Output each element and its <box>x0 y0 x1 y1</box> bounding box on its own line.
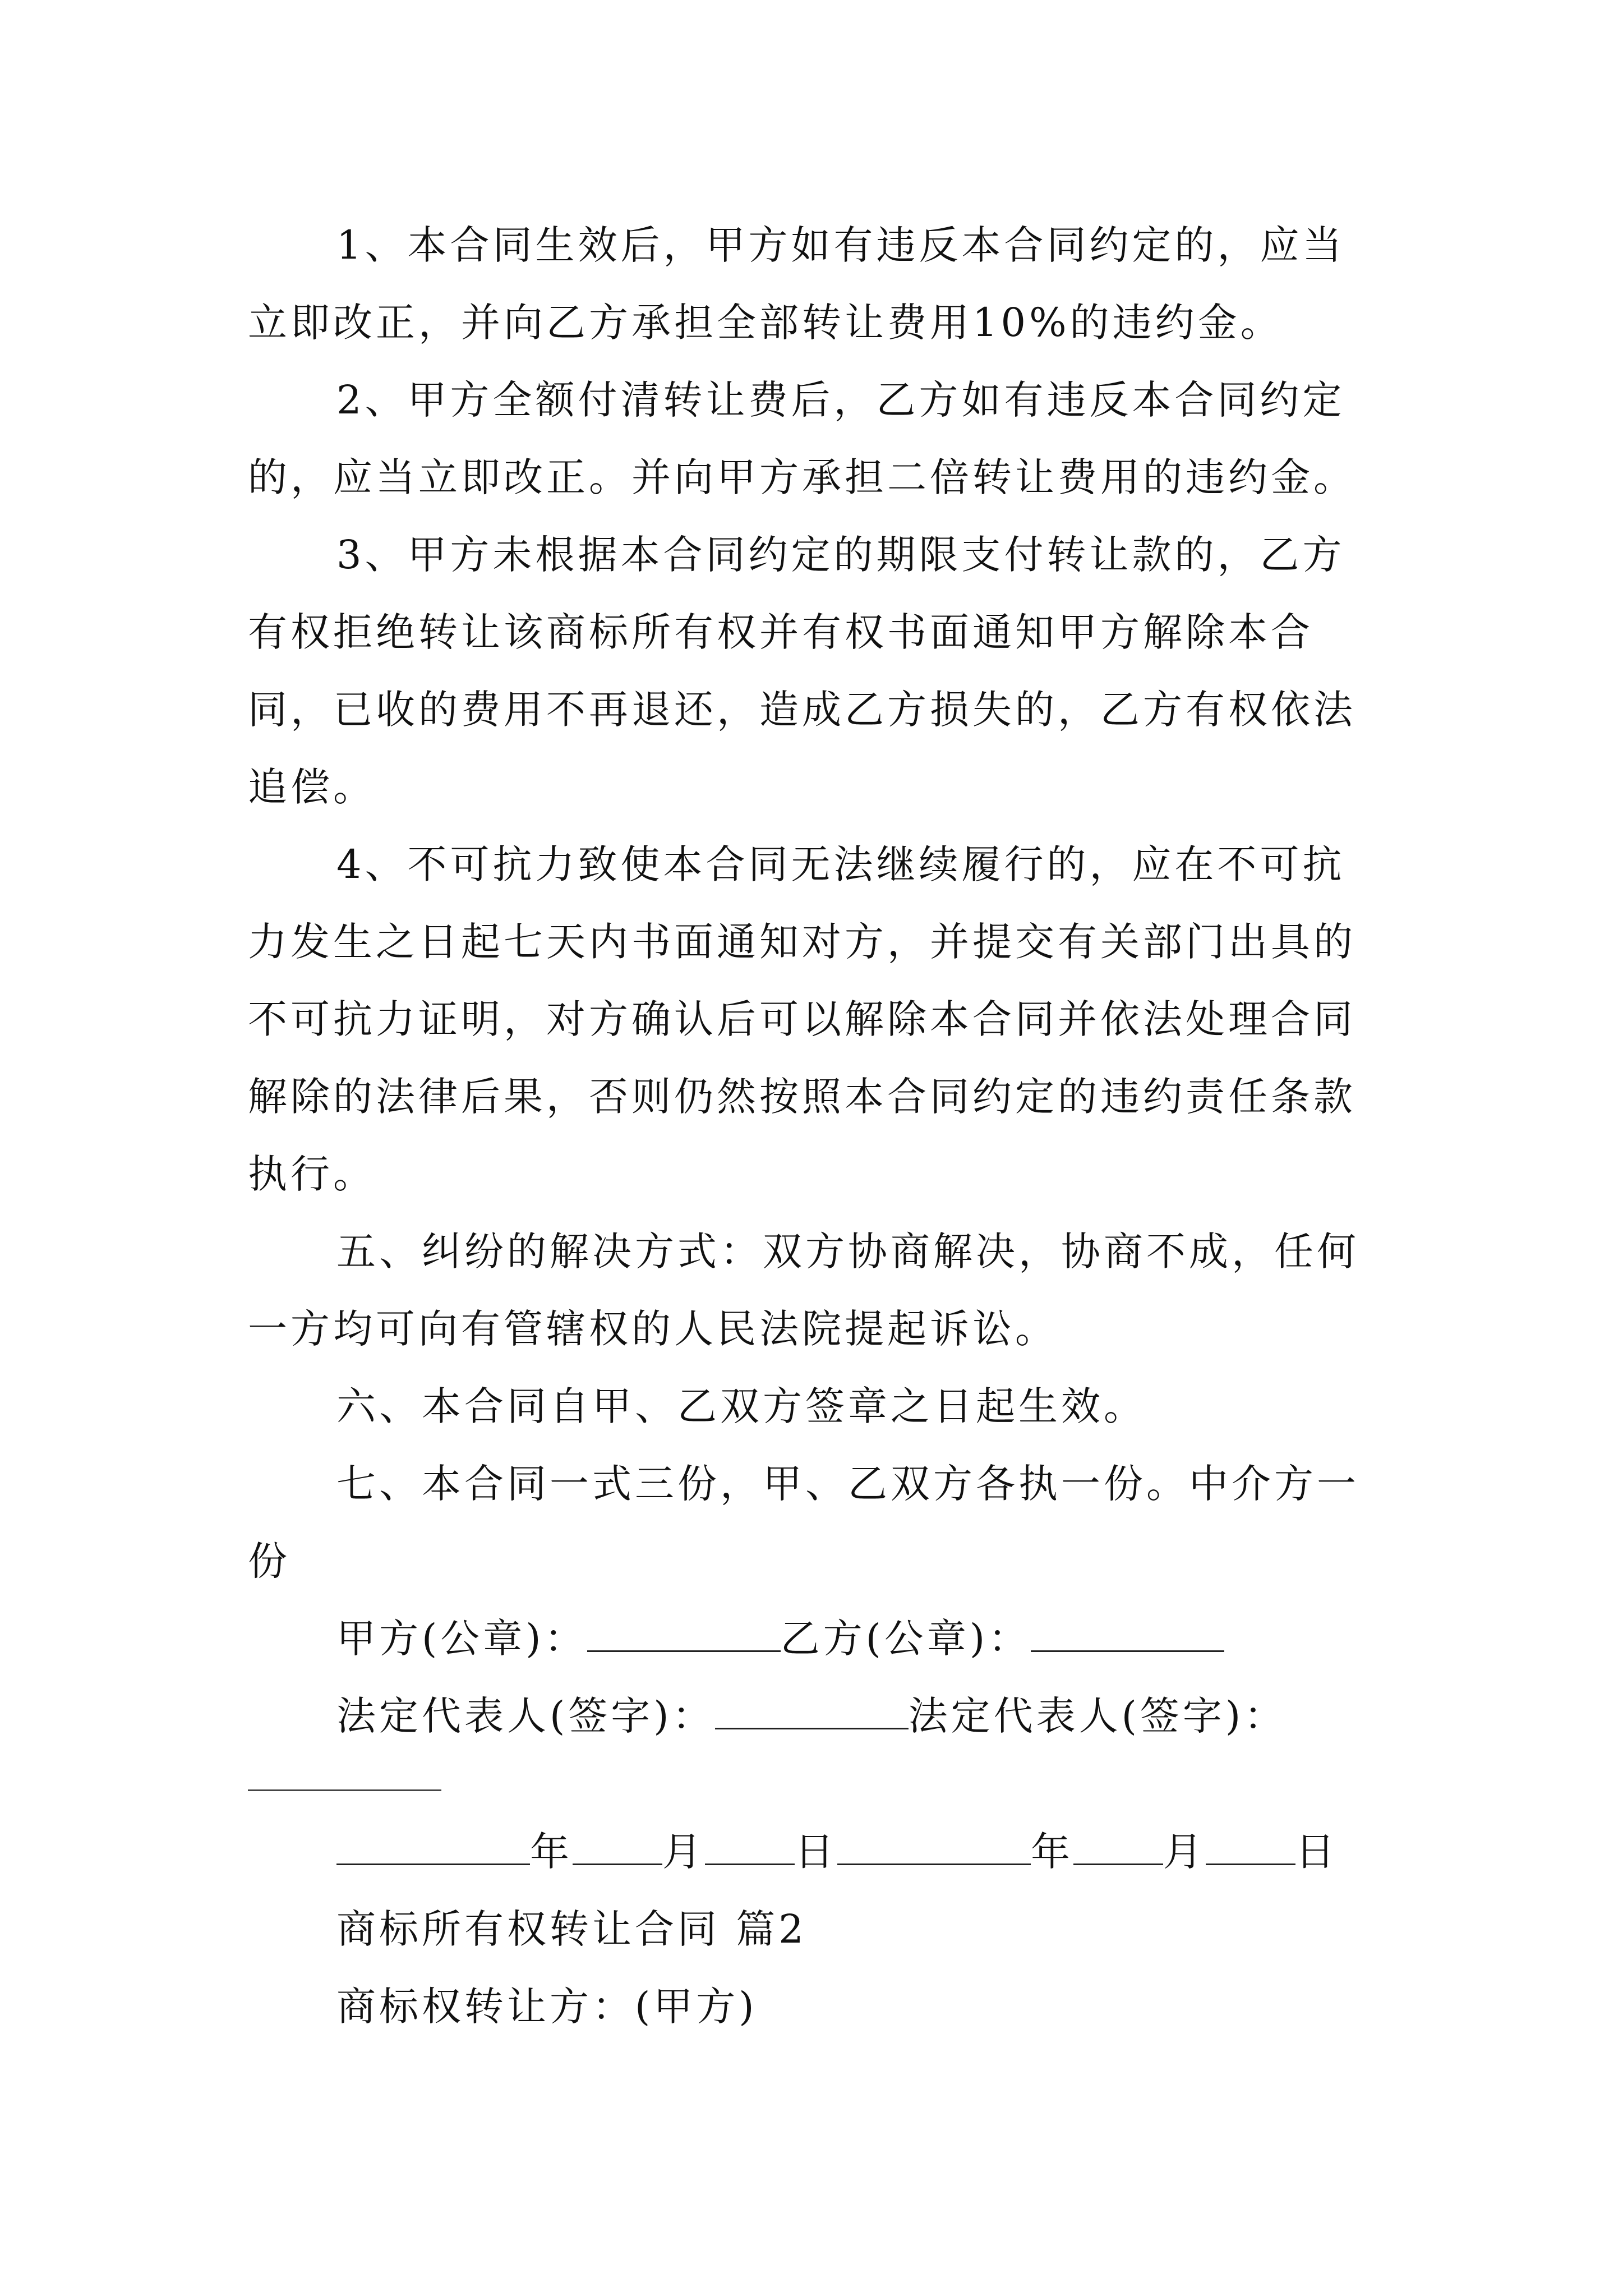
party-a-seal-label: 甲方(公章)： <box>336 1616 587 1662</box>
paragraph-3-line-2: 有权拒绝转让该商标所有权并有权书面通知甲方解除本合 <box>248 609 1313 655</box>
paragraph-1-line-1: 1、本合同生效后，甲方如有违反本合同约定的，应当 <box>336 222 1345 268</box>
paragraph-3-line-4: 追偿。 <box>248 764 376 810</box>
date-a-day-label: 日 <box>795 1829 837 1875</box>
party-a-seal-blank[interactable] <box>587 1616 781 1652</box>
date-a-day-blank[interactable] <box>705 1829 795 1865</box>
date-line <box>336 1821 1338 1883</box>
paragraph-3-line-1: 3、甲方未根据本合同约定的期限支付转让款的，乙方 <box>336 532 1345 578</box>
rep-a-blank[interactable] <box>715 1693 909 1729</box>
date-b-year-blank[interactable] <box>837 1829 1031 1865</box>
party-b-seal-label: 乙方(公章)： <box>780 1616 1031 1662</box>
date-a-year-label: 年 <box>530 1829 573 1875</box>
section-title: 商标所有权转让合同 篇2 <box>336 1906 807 1952</box>
paragraph-6-line-1: 六、本合同自甲、乙双方签章之日起生效。 <box>336 1383 1146 1429</box>
date-a-year-blank[interactable] <box>336 1829 530 1865</box>
party-b-seal-blank[interactable] <box>1031 1616 1224 1652</box>
paragraph-2-line-1: 2、甲方全额付清转让费后，乙方如有违反本合同约定 <box>336 377 1345 423</box>
rep-a-label: 法定代表人(签字)： <box>336 1693 715 1739</box>
date-b-day-blank[interactable] <box>1206 1829 1295 1865</box>
date-b-day-label: 日 <box>1295 1829 1338 1875</box>
paragraph-4-line-2: 力发生之日起七天内书面通知对方，并提交有关部门出具的 <box>248 919 1356 965</box>
signature-line-representatives <box>336 1685 1287 1747</box>
paragraph-4-line-4: 解除的法律后果，否则仍然按照本合同约定的违约责任条款 <box>248 1074 1356 1120</box>
paragraph-5-line-2: 一方均可向有管辖权的人民法院提起诉讼。 <box>248 1306 1058 1352</box>
date-a-month-blank[interactable] <box>573 1829 662 1865</box>
paragraph-7-line-2: 份 <box>248 1538 291 1584</box>
date-b-month-blank[interactable] <box>1073 1829 1163 1865</box>
paragraph-7-line-1: 七、本合同一式三份，甲、乙双方各执一份。中介方一 <box>336 1461 1359 1507</box>
paragraph-2-line-2: 的，应当立即改正。并向甲方承担二倍转让费用的违约金。 <box>248 454 1356 500</box>
rep-b-label: 法定代表人(签字)： <box>908 1693 1287 1739</box>
rep-b-blank[interactable] <box>248 1789 441 1791</box>
date-b-year-label: 年 <box>1031 1829 1073 1875</box>
date-a-month-label: 月 <box>662 1829 705 1875</box>
paragraph-4-line-1: 4、不可抗力致使本合同无法继续履行的，应在不可抗 <box>336 841 1345 887</box>
paragraph-5-line-1: 五、纠纷的解决方式：双方协商解决，协商不成，任何 <box>336 1228 1359 1274</box>
paragraph-3-line-3: 同，已收的费用不再退还，造成乙方损失的，乙方有权依法 <box>248 687 1356 733</box>
transferor-label: 商标权转让方：(甲方) <box>336 1984 758 2030</box>
paragraph-4-line-5: 执行。 <box>248 1151 376 1197</box>
paragraph-1-line-2: 立即改正，并向乙方承担全部转让费用10%的违约金。 <box>248 300 1283 346</box>
signature-line-parties <box>336 1608 1224 1669</box>
paragraph-4-line-3: 不可抗力证明，对方确认后可以解除本合同并依法处理合同 <box>248 996 1356 1042</box>
date-b-month-label: 月 <box>1163 1829 1206 1875</box>
